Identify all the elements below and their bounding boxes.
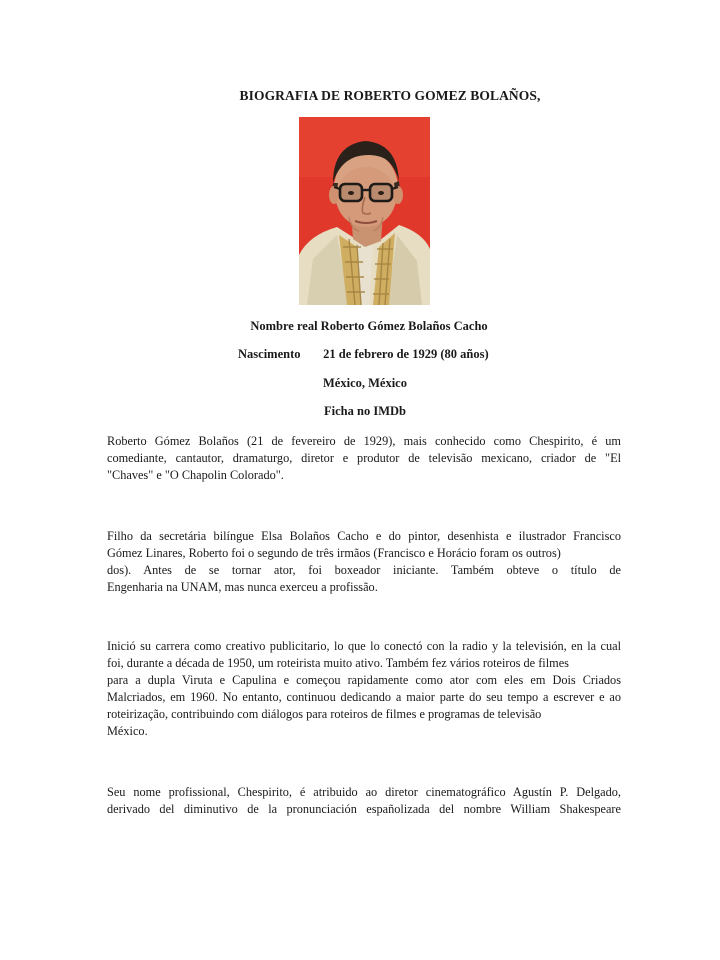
paragraph-line: Seu nome profissional, Chespirito, é atribuido ao diretor cinematográfico Agustín P. Delgado, bbox=[107, 785, 621, 799]
paragraph-line: México. bbox=[107, 724, 148, 738]
paragraph-line: roteirização, contribuindo com diálogos para roteiros de filmes e programas de televisão bbox=[107, 707, 542, 721]
paragraph-line: Engenharia na UNAM, mas nunca exerceu a profissão. bbox=[107, 580, 378, 594]
paragraph-line: dos). Antes de se tornar ator, foi boxeador iniciante. Também obteve o título de bbox=[107, 563, 621, 577]
paragraph-line: Gómez Linares, Roberto foi o segundo de três irmãos (Francisco e Horácio foram os outros) bbox=[107, 546, 561, 560]
birth-place: México, México bbox=[323, 376, 407, 390]
document-title: BIOGRAFIA DE ROBERTO GOMEZ BOLAÑOS, bbox=[239, 88, 541, 103]
paragraph-name-origin bbox=[107, 784, 621, 818]
real-name: Nombre real Roberto Gómez Bolaños Cacho bbox=[250, 319, 488, 333]
paragraph-line: derivado del diminutivo de la pronunciación españolizada del nombre William Shakespeare bbox=[107, 802, 621, 816]
birth-row bbox=[238, 347, 638, 362]
paragraph-line: comediante, cantautor, dramaturgo, diretor e produtor de televisão mexicano, criador de "El bbox=[107, 451, 621, 465]
paragraph-family bbox=[107, 528, 621, 596]
paragraph-line: foi, durante a década de 1950, um roteirista muito ativo. Também fez vários roteiros de filmes bbox=[107, 656, 569, 670]
paragraph-line: Roberto Gómez Bolaños (21 de fevereiro de 1929), mais conhecido como Chespirito, é um bbox=[107, 434, 621, 448]
paragraph-line: para a dupla Viruta e Capulina e começou rapidamente como ator com eles em Dois Criados bbox=[107, 673, 621, 687]
portrait-photo bbox=[299, 117, 430, 305]
paragraph-career bbox=[107, 638, 621, 740]
portrait-illustration bbox=[299, 117, 430, 305]
birth-label: Nascimento bbox=[238, 347, 301, 361]
birth-value: 21 de febrero de 1929 (80 años) bbox=[323, 347, 489, 361]
paragraph-line: "Chaves" e "O Chapolin Colorado". bbox=[107, 468, 284, 482]
paragraph-intro bbox=[107, 433, 621, 484]
paragraph-line: Filho da secretária bilíngue Elsa Bolaños Cacho e do pintor, desenhista e ilustrador Francisco bbox=[107, 529, 621, 543]
imdb-link[interactable]: Ficha no IMDb bbox=[324, 404, 406, 418]
paragraph-line: Inició su carrera como creativo publicitario, lo que lo conectó con la radio y la televisión, en la cual bbox=[107, 639, 621, 653]
paragraph-line: Malcriados, em 1960. No entanto, continuou dedicando a maior parte do seu tempo a escrever e ao bbox=[107, 690, 621, 704]
